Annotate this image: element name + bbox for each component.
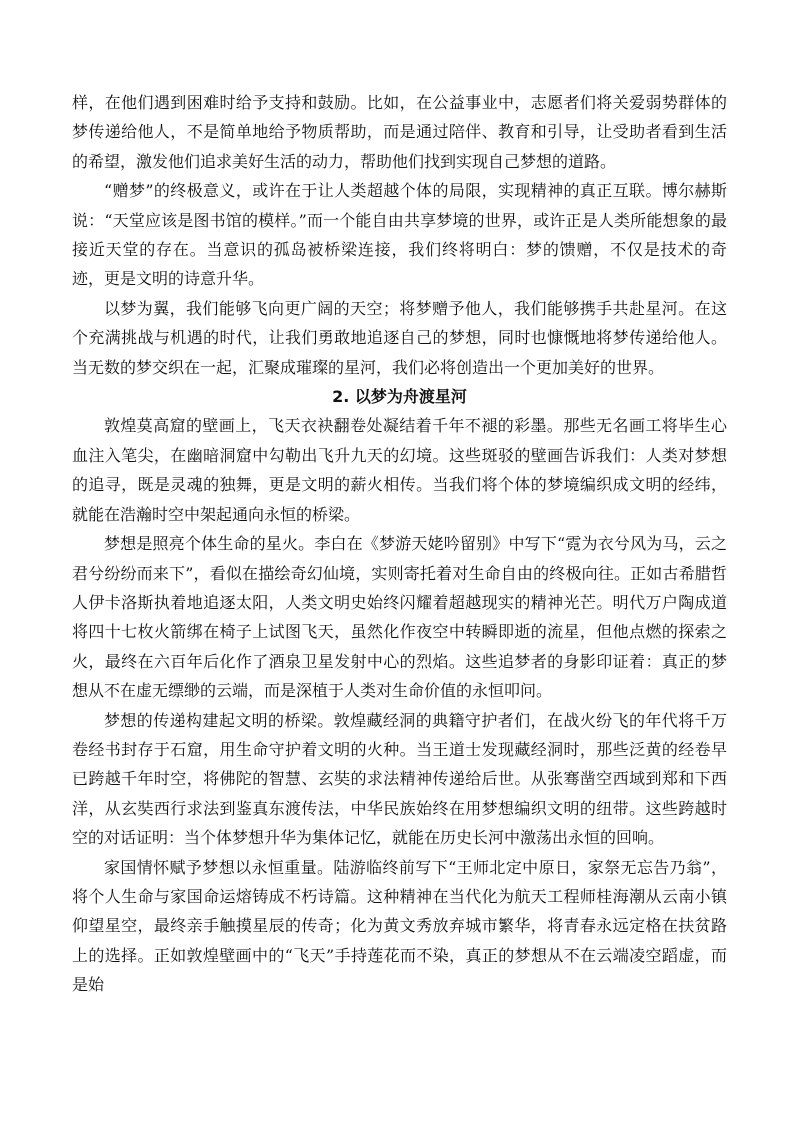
paragraph-spark: 梦想是照亮个体生命的星火。李白在《梦游天姥吟留别》中写下“霓为衣兮风为马，云之君兮纷纷而来下”，看似在描绘奇幻仙境，实则寄托着对生命自由的终极向往。正如古希腊哲人伊卡洛斯执着地追逐太阳，人类文明史始终闪耀着超越现实的精神光芒。明代万户陶成道将四十七枚火箭绑在椅子上试图飞天，虽然化作夜空中转瞬即逝的流星，但他点燃的探索之火，最终在六百年后化作了酒泉卫星发射中心的烈焰。这些追梦者的身影印证着：真正的梦想从不在虚无缥缈的云端，而是深植于人类对生命价值的永恒叩问。 xyxy=(72,534,727,701)
paragraph-homeland: 家国情怀赋予梦想以永恒重量。陆游临终前写下“王师北定中原日，家祭无忘告乃翁”，将个人生命与家国命运熔铸成不朽诗篇。这种精神在当代化为航天工程师桂海潮从云南小镇仰望星空，最终亲手触摸星辰的传奇；化为黄文秀放弃城市繁华，将青春永远定格在扶贫路上的选择。正如敦煌壁画中的“飞天”手持莲花而不染，真正的梦想从不在云端凌空蹈虚，而是始 xyxy=(72,857,727,995)
paragraph-gift-of-dreams: “赠梦”的终极意义，或许在于让人类超越个体的局限，实现精神的真正互联。博尔赫斯说：“天堂应该是图书馆的模样。”而一个能自由共享梦境的世界，或许正是人类所能想象的最接近天堂的存在。当意识的孤岛被桥梁连接，我们终将明白：梦的馈赠，不仅是技术的奇迹，更是文明的诗意升华。 xyxy=(72,181,727,289)
section-heading: 2. 以梦为舟渡星河 xyxy=(332,387,467,407)
paragraph-dream-wings: 以梦为翼，我们能够飞向更广阔的天空；将梦赠予他人，我们能够携手共赴星河。在这个充满挑战与机遇的时代，让我们勇敢地追逐自己的梦想，同时也慷慨地将梦传递给他人。当无数的梦交织在一起，汇聚成璀璨的星河，我们必将创造出一个更加美好的世界。 xyxy=(72,298,727,377)
document-page xyxy=(72,88,727,1000)
paragraph-bridge: 梦想的传递构建起文明的桥梁。敦煌藏经洞的典籍守护者们，在战火纷飞的年代将千万卷经书封存于石窟，用生命守护着文明的火种。当王道士发现藏经洞时，那些泛黄的经卷早已跨越千年时空，将佛陀的智慧、玄奘的求法精神传递给后世。从张骞凿空西域到郑和下西洋，从玄奘西行求法到鉴真东渡传法，中华民族始终在用梦想编织文明的纽带。这些跨越时空的对话证明：当个体梦想升华为集体记忆，就能在历史长河中激荡出永恒的回响。 xyxy=(72,710,727,848)
paragraph-dunhuang: 敦煌莫高窟的壁画上，飞天衣袂翻卷处凝结着千年不褪的彩墨。那些无名画工将毕生心血注入笔尖，在幽暗洞窟中勾勒出飞升九天的幻境。这些斑驳的壁画告诉我们：人类对梦想的追寻，既是灵魂的独舞，更是文明的薪火相传。当我们将个体的梦境编织成文明的经纬，就能在浩瀚时空中架起通向永恒的桥梁。 xyxy=(72,416,727,524)
paragraph-continued: 样，在他们遇到困难时给予支持和鼓励。比如，在公益事业中，志愿者们将关爱弱势群体的梦传递给他人，不是简单地给予物质帮助，而是通过陪伴、教育和引导，让受助者看到生活的希望，激发他们追求美好生活的动力，帮助他们找到实现自己梦想的道路。 xyxy=(72,93,727,171)
